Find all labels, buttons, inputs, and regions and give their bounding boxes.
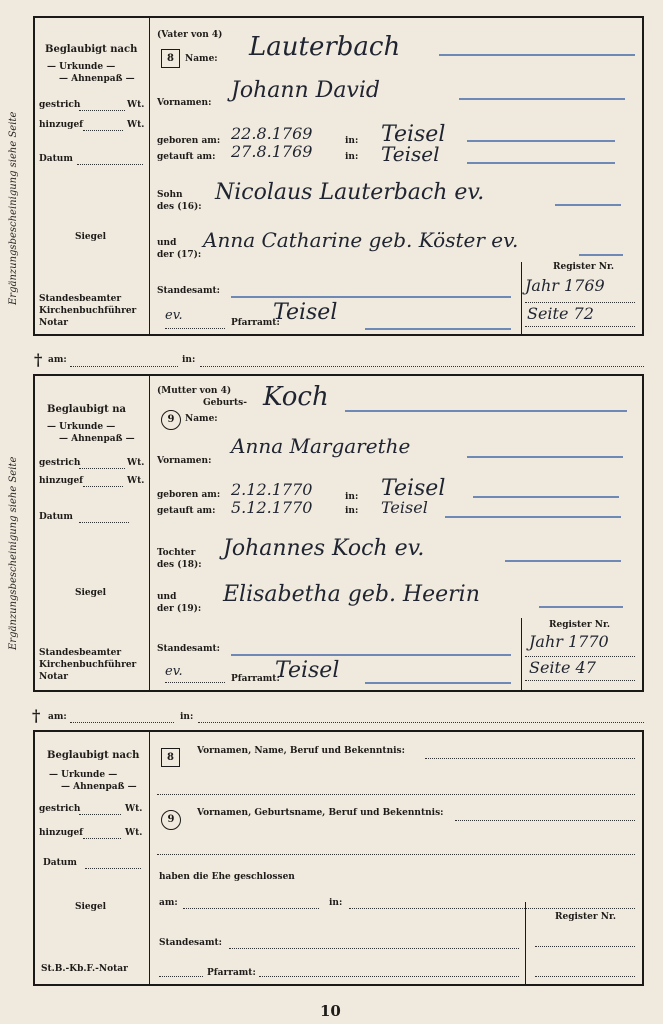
kirchenbuch-label: Kirchenbuchführer bbox=[39, 306, 137, 316]
in-label: in: bbox=[345, 136, 359, 146]
der-ref-label: der (19): bbox=[157, 604, 202, 614]
death-am-label: am: bbox=[48, 712, 67, 722]
card-father bbox=[33, 16, 644, 336]
datum-label: Datum bbox=[43, 858, 77, 868]
mother-value: Anna Catharine geb. Köster ev. bbox=[203, 228, 519, 252]
name-label: Name: bbox=[185, 414, 218, 424]
born-date-value: 2.12.1770 bbox=[231, 480, 313, 499]
wt-label: Wt. bbox=[127, 476, 145, 486]
standesamt-label: Standesamt: bbox=[157, 286, 220, 296]
siegel-label: Siegel bbox=[75, 588, 107, 598]
pfarramt-value: Teisel bbox=[275, 658, 340, 683]
baptized-place-value: Teisel bbox=[381, 498, 428, 517]
father-value: Nicolaus Lauterbach ev. bbox=[215, 180, 485, 205]
baptized-date-value: 27.8.1769 bbox=[231, 142, 313, 161]
given-names-value: Anna Margarethe bbox=[231, 434, 411, 458]
in-label: in: bbox=[345, 492, 359, 502]
born-place-value: Teisel bbox=[381, 122, 446, 147]
vornamen-label: Vornamen: bbox=[157, 456, 212, 466]
urkunde-label: — Urkunde — bbox=[47, 422, 116, 432]
geboren-label: geboren am: bbox=[157, 136, 221, 146]
cross-icon: † bbox=[34, 350, 43, 369]
des-ref-label: des (18): bbox=[157, 560, 202, 570]
beglaubigt-label: Beglaubigt nach bbox=[47, 750, 140, 761]
sohn-label: Sohn bbox=[157, 190, 183, 200]
in-label: in: bbox=[345, 506, 359, 516]
beglaubigt-label: Beglaubigt na bbox=[47, 404, 126, 415]
register-nr-label: Register Nr. bbox=[549, 620, 611, 630]
death-am-label: am: bbox=[48, 355, 67, 365]
row8-label: Vornamen, Name, Beruf und Bekenntnis: bbox=[197, 746, 405, 756]
side-note-top: Ergänzungsbescheinigung siehe Seite bbox=[8, 111, 19, 305]
number-circle: 9 bbox=[161, 810, 181, 830]
kirchenbuch-label: Kirchenbuchführer bbox=[39, 660, 137, 670]
pfarramt-label: Pfarramt: bbox=[231, 674, 280, 684]
hinzugef-label: hinzugef bbox=[39, 828, 84, 838]
siegel-label: Siegel bbox=[75, 232, 107, 242]
confession-value: ev. bbox=[165, 308, 183, 323]
header-label: (Vater von 4) bbox=[157, 30, 223, 40]
hinzugef-label: hinzugef bbox=[39, 120, 84, 130]
register-page-value: Seite 47 bbox=[529, 658, 596, 677]
standesbeamter-label: Standesbeamter bbox=[39, 294, 122, 304]
wt-label: Wt. bbox=[127, 100, 145, 110]
und-label: und bbox=[157, 238, 177, 248]
wt-label: Wt. bbox=[125, 804, 143, 814]
wt-label: Wt. bbox=[127, 120, 145, 130]
death-in-label: in: bbox=[180, 712, 194, 722]
certification-column bbox=[35, 732, 150, 984]
mother-value: Elisabetha geb. Heerin bbox=[223, 582, 480, 607]
urkunde-label: — Urkunde — bbox=[49, 770, 118, 780]
gestrich-label: gestrich bbox=[39, 804, 81, 814]
datum-label: Datum bbox=[39, 154, 73, 164]
tochter-label: Tochter bbox=[157, 548, 196, 558]
notar-label: Notar bbox=[39, 318, 68, 328]
card-mother bbox=[33, 374, 644, 692]
register-nr-label: Register Nr. bbox=[553, 262, 615, 272]
register-page-value: Seite 72 bbox=[527, 304, 594, 323]
beglaubigt-label: Beglaubigt nach bbox=[45, 44, 138, 55]
pfarramt-label: Pfarramt: bbox=[231, 318, 280, 328]
surname-value: Koch bbox=[263, 382, 329, 412]
pfarramt-label: Pfarramt: bbox=[207, 968, 256, 978]
wt-label: Wt. bbox=[125, 828, 143, 838]
siegel-label: Siegel bbox=[75, 902, 107, 912]
certification-column bbox=[35, 376, 150, 690]
confession-value: ev. bbox=[165, 664, 183, 679]
des-ref-label: des (16): bbox=[157, 202, 202, 212]
notar-label: Notar bbox=[39, 672, 68, 682]
father-value: Johannes Koch ev. bbox=[223, 536, 425, 561]
in-label: in: bbox=[329, 898, 343, 908]
geboren-label: geboren am: bbox=[157, 490, 221, 500]
header2-label: Geburts- bbox=[203, 398, 247, 408]
given-names-value: Johann David bbox=[231, 78, 380, 103]
card-marriage bbox=[33, 730, 644, 986]
gestrich-label: gestrich bbox=[39, 458, 81, 468]
standesamt-label: Standesamt: bbox=[159, 938, 222, 948]
pfarramt-value: Teisel bbox=[273, 300, 338, 325]
baptized-place-value: Teisel bbox=[381, 142, 440, 166]
getauft-label: getauft am: bbox=[157, 506, 216, 516]
wt-label: Wt. bbox=[127, 458, 145, 468]
urkunde-label: — Urkunde — bbox=[47, 62, 116, 72]
death-in-label: in: bbox=[182, 355, 196, 365]
number-box: 8 bbox=[161, 49, 180, 68]
cross-icon: † bbox=[32, 706, 41, 725]
getauft-label: getauft am: bbox=[157, 152, 216, 162]
in-label: in: bbox=[345, 152, 359, 162]
register-year-value: Jahr 1769 bbox=[525, 276, 605, 295]
ahnenpass-label: — Ahnenpaß — bbox=[59, 434, 135, 444]
hinzugef-label: hinzugef bbox=[39, 476, 84, 486]
standesamt-label: Standesamt: bbox=[157, 644, 220, 654]
und-label: und bbox=[157, 592, 177, 602]
ahnenpass-label: — Ahnenpaß — bbox=[59, 74, 135, 84]
register-nr-label: Register Nr. bbox=[555, 912, 617, 922]
certification-column bbox=[35, 18, 150, 334]
name-label: Name: bbox=[185, 54, 218, 64]
marriage-label: haben die Ehe geschlossen bbox=[159, 872, 295, 882]
vornamen-label: Vornamen: bbox=[157, 98, 212, 108]
number-circle: 9 bbox=[161, 410, 181, 430]
ahnenpass-label: — Ahnenpaß — bbox=[61, 782, 137, 792]
row9-label: Vornamen, Geburtsname, Beruf und Bekenntnis: bbox=[197, 808, 444, 818]
register-year-value: Jahr 1770 bbox=[529, 632, 609, 651]
gestrich-label: gestrich bbox=[39, 100, 81, 110]
standesbeamter-label: Standesbeamter bbox=[39, 648, 122, 658]
side-note-middle: Ergänzungsbescheinigung siehe Seite bbox=[8, 456, 19, 650]
stb-notar-label: St.B.-Kb.F.-Notar bbox=[41, 964, 128, 974]
number-box: 8 bbox=[161, 748, 180, 767]
baptized-date-value: 5.12.1770 bbox=[231, 498, 313, 517]
header-label: (Mutter von 4) bbox=[157, 386, 232, 396]
born-date-value: 22.8.1769 bbox=[231, 124, 313, 143]
am-label: am: bbox=[159, 898, 178, 908]
born-place-value: Teisel bbox=[381, 476, 446, 501]
der-ref-label: der (17): bbox=[157, 250, 202, 260]
surname-value: Lauterbach bbox=[249, 32, 401, 62]
datum-label: Datum bbox=[39, 512, 73, 522]
page-number: 10 bbox=[320, 1002, 341, 1020]
